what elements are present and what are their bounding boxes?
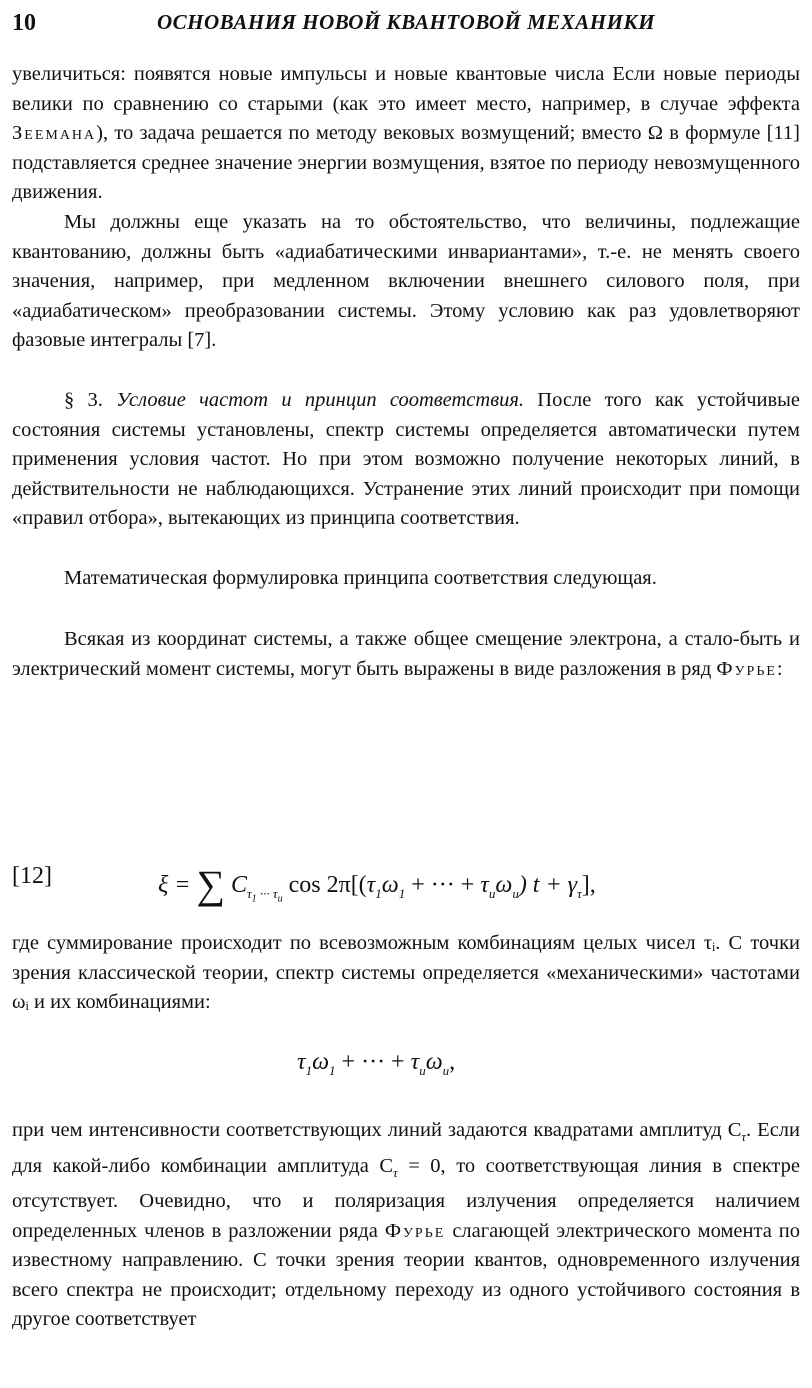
book-page	[12, 0, 800, 1388]
page-header	[12, 10, 800, 44]
frequency-combination: $\tau_1\omega_1$ + ··· + $\tau_u\omega_u$,	[297, 1049, 456, 1078]
paragraph-section-3: § 3. Условие частот и принцип соответствия. После того как устойчивые состояния системы установлены, спектр системы определяется автоматически путем применения условия частот. Но при этом возможно получение некоторых линий, в действительности не наблюдающихся. Устранение этих линий происходит при помощи «правил отбора», вытекающих из принципа соответствия.	[12, 389, 801, 529]
summation-sign: ∑	[196, 862, 225, 907]
equation-body: ξ = ∑ $C_{\tau_1 \cdot\cdot\cdot \tau_u}$ $\cos 2\pi[(\tau_1\omega_1$ + ··· + $\tau_u\omega_u$) $t + \gamma_\tau$],	[158, 862, 596, 907]
paragraph-fourier-expansion: Всякая из координат системы, а также общее смещение электрона, а стало-быть и электрический момент системы, могут быть выражены в виде разложения в ряд Фурье:	[12, 628, 800, 680]
paragraph-intensities-quantum: при чем интенсивности соответствующих линий задаются квадратами амплитуд $C_\tau$. Если для какой-либо комбинации амплитуда $C_\tau = 0$, то соответствующая линия в спектре отсутствует. Очевидно, что и поляризация излучения определяется наличием определенных членов в разложении ряда Фурье слагающей электрического момента по известному направлению. С точки зрения теории квантов, одновременного излучения всего спектра не происходит; отдельному переходу из одного устойчивого состояния в другое соответствует	[12, 1119, 801, 1331]
paragraph-adiabatic-invariants: Мы должны еще указать на то обстоятельство, что величины, подлежащие квантованию, должны быть «адиабатическими инвариантами», т.-е. не менять своего значения, например, при медленном включении внешнего силового поля, при «адиабатическом» преобразовании системы. Этому условию как раз удовлетворяют фазовые интегралы [7].	[12, 211, 800, 351]
name-fourier: Фурье	[384, 1219, 446, 1242]
name-zeeman: Зеемана	[12, 122, 97, 144]
section-title: Условие частот и принцип соответствия.	[116, 389, 525, 411]
paragraph-summation-explanation: где суммирование происходит по всевозможным комбинациям целых чисел τᵢ. С точки зрения классической теории, спектр системы определяется «механическими» частотами ωᵢ и их комбинациями:	[12, 932, 800, 1013]
section-mark: § 3.	[64, 389, 103, 411]
paragraph-correspondence-formulation: Математическая формулировка принципа соответствия следующая.	[64, 567, 657, 589]
equation-label: [12]	[12, 863, 52, 889]
equation-12	[12, 853, 800, 913]
running-title: ОСНОВАНИЯ НОВОЙ КВАНТОВОЙ МЕХАНИКИ	[157, 10, 656, 34]
page-number: 10	[12, 10, 36, 36]
paragraph-continuation: увеличиться: появятся новые импульсы и новые квантовые числа Если новые периоды велики по сравнению со старыми (как это имеет место, например, в случае эффекта Зеемана), то задача решается по методу вековых возмущений; вместо Ω в формуле [11] подставляется среднее значение энергии возмущения, взятое по периоду невозмущенного движения.	[12, 63, 800, 203]
name-fourier: Фурье	[716, 657, 777, 680]
